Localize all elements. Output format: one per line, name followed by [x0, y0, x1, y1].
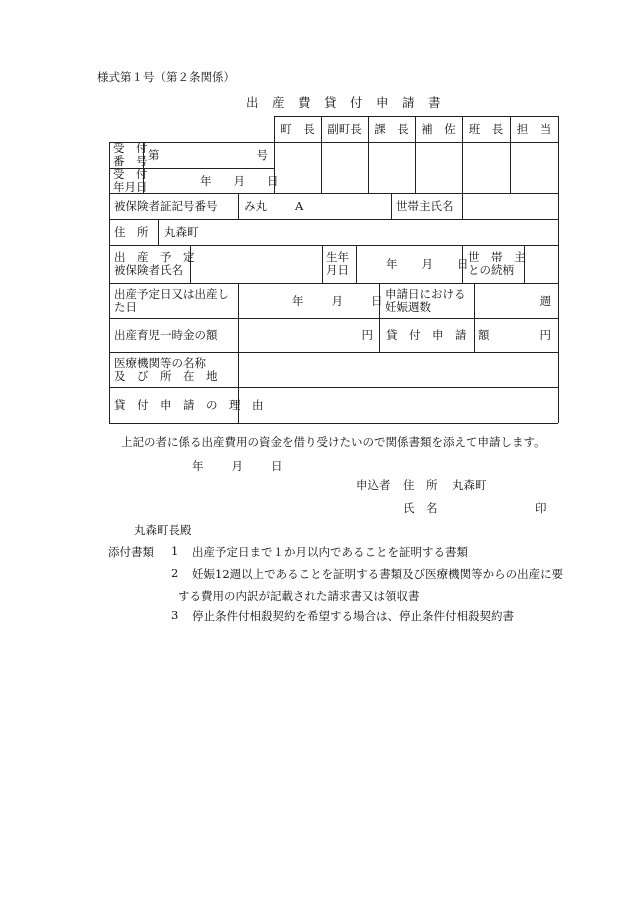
receipt-number-field[interactable] — [148, 142, 268, 168]
receipt-number-prefix: 第 — [148, 148, 160, 162]
applicant-address-label: 住 所 — [403, 478, 438, 492]
lump-sum-field[interactable] — [239, 318, 373, 352]
insured-card-field[interactable] — [244, 193, 384, 219]
lump-sum-unit: 円 — [361, 328, 373, 342]
expectant-insured-name-field[interactable] — [191, 246, 321, 282]
householder-name-label: 世帯主氏名 — [396, 199, 454, 213]
householder-name-field[interactable] — [463, 194, 557, 218]
medical-institution-field[interactable] — [239, 353, 557, 386]
insured-card-value-1: み丸 — [244, 199, 267, 213]
form-number: 様式第１号（第２条関係） — [97, 70, 235, 84]
applicant-name-label: 氏 名 — [403, 501, 438, 515]
attachment-item-2-num: 2 — [171, 566, 179, 580]
address-label: 住 所 — [114, 225, 149, 239]
loan-amount-unit: 円 — [539, 328, 551, 342]
approval-header-mayor: 町 長 — [280, 122, 315, 136]
approval-seal-team-leader[interactable] — [463, 143, 509, 192]
addressee: 丸森町長殿 — [134, 523, 192, 537]
document-title: 出 産 費 貸 付 申 請 書 — [246, 95, 442, 110]
application-date[interactable]: 年 月 日 — [192, 459, 283, 473]
applicant-address-value[interactable]: 丸森町 — [452, 478, 487, 492]
due-date-label: 出産予定日又は出産し た日 — [114, 286, 229, 314]
receipt-number-suffix: 号 — [256, 148, 268, 162]
attachment-item-1-text: 出産予定日まで１か月以内であることを証明する書類 — [192, 545, 468, 559]
approval-header-deputy-mayor: 副町長 — [327, 122, 362, 136]
relation-label: 世 帯 主 との続柄 — [468, 250, 526, 277]
pregnancy-weeks-label: 申請日における 妊娠週数 — [385, 286, 466, 314]
loan-amount-label: 貸 付 申 請 額 — [386, 328, 490, 342]
address-field[interactable]: 丸森町 — [164, 225, 199, 239]
pregnancy-weeks-unit: 週 — [539, 293, 551, 308]
attachment-item-3-text: 停止条件付相殺契約を希望する場合は、停止条件付相殺契約書 — [192, 609, 514, 623]
applicant-label: 申込者 — [356, 478, 391, 492]
approval-seal-assistant[interactable] — [416, 143, 461, 192]
insured-card-label: 被保険者証記号番号 — [114, 199, 218, 213]
due-date-field[interactable]: 年 月 日 — [292, 293, 383, 308]
loan-amount-field[interactable] — [475, 318, 551, 352]
approval-seal-staff[interactable] — [511, 143, 557, 192]
lump-sum-label: 出産育児一時金の額 — [114, 328, 218, 342]
attachment-item-2-text-cont: する費用の内訳が記載された請求書又は領収書 — [178, 589, 420, 603]
attachment-item-3-num: 3 — [171, 608, 179, 622]
loan-reason-field[interactable] — [239, 388, 557, 422]
approval-header-staff: 担 当 — [516, 122, 552, 136]
pregnancy-weeks-field[interactable] — [475, 283, 551, 318]
insured-card-value-2: A — [295, 199, 304, 213]
attachment-item-1-num: 1 — [171, 544, 179, 558]
attachments-label: 添付書類 — [108, 545, 154, 559]
birthdate-label: 生年 月日 — [326, 250, 349, 277]
approval-seal-section-chief[interactable] — [369, 143, 414, 192]
application-statement: 上記の者に係る出産費用の資金を借り受けたいので関係書類を添えて申請します。 — [121, 435, 546, 449]
medical-institution-label: 医療機関等の名称 及 び 所 在 地 — [114, 355, 218, 383]
approval-seal-deputy-mayor[interactable] — [322, 143, 367, 192]
relation-field[interactable] — [525, 246, 557, 282]
loan-reason-label: 貸 付 申 請 の 理 由 — [114, 398, 264, 412]
expectant-insured-name-label: 出 産 予 定 被保険者氏名 — [114, 250, 195, 277]
approval-header-team-leader: 班 長 — [468, 122, 504, 136]
birthdate-field[interactable]: 年 月 日 — [386, 257, 469, 271]
receipt-date-label: 受 付 年月日 — [113, 166, 148, 194]
receipt-number-label: 受 付 番 号 — [113, 141, 148, 168]
approval-header-section-chief: 課 長 — [374, 122, 409, 136]
approval-seal-mayor[interactable] — [275, 143, 320, 192]
approval-header-assistant: 補 佐 — [421, 122, 456, 136]
receipt-date-field[interactable]: 年 月 日 — [200, 173, 279, 188]
seal-mark: 印 — [535, 501, 547, 515]
attachment-item-2-text: 妊娠12週以上であることを証明する書類及び医療機関等からの出産に要 — [192, 567, 564, 581]
